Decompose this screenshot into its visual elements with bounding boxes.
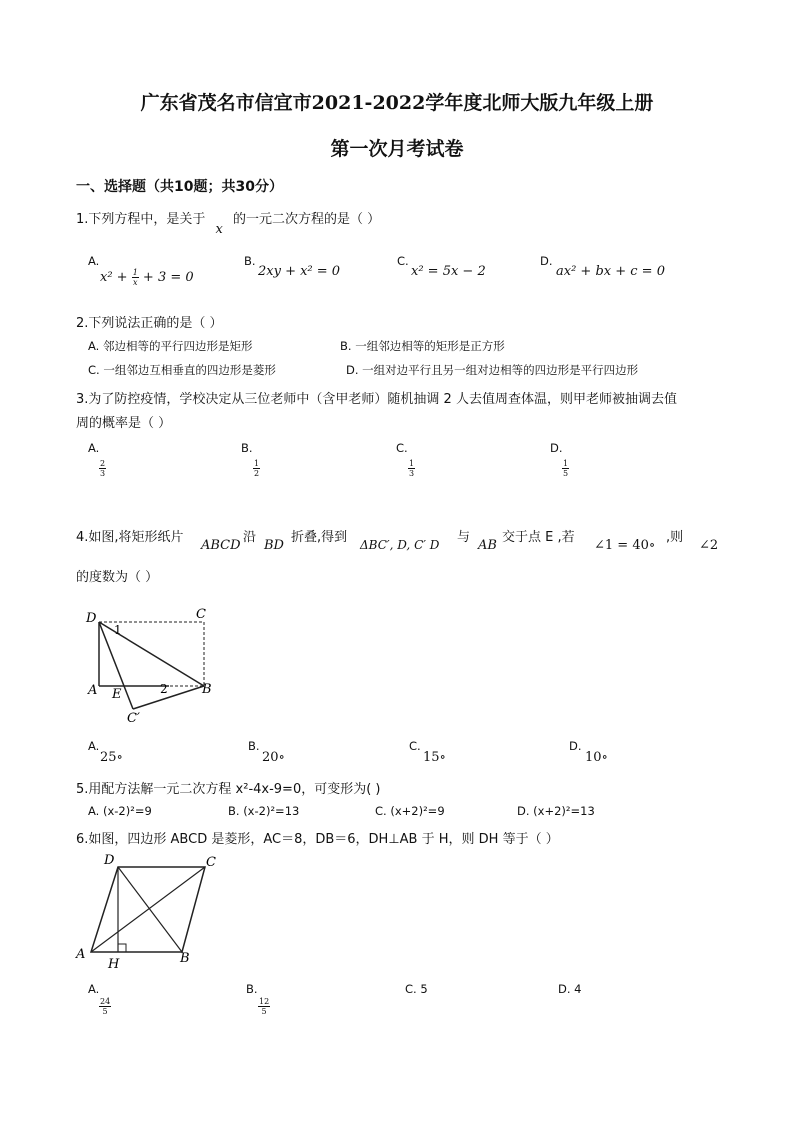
q2-option-d: D. 一组对边平行且另一组对边相等的四边形是平行四边形 — [346, 363, 639, 377]
q4-fig-angle-1: 1 — [114, 623, 122, 637]
q1-option-d-label: D. — [540, 254, 553, 268]
q4-fig-edge-c-prime-b — [133, 686, 204, 709]
q6-fig-label-h: H — [108, 957, 120, 972]
question-6-stem: 6.如图，四边形 ABCD 是菱形，AC＝8，DB＝6，DH⊥AB 于 H，则 DH 等于（ ） — [76, 832, 559, 847]
q6-b-den: 5 — [261, 1007, 267, 1016]
q4-fig-label-a: A — [88, 683, 98, 698]
q2-option-b: B. 一组邻边相等的矩形是正方形 — [340, 339, 505, 353]
q6-fig-diagonal-ac — [91, 867, 205, 952]
q6-b-num: 12 — [259, 997, 270, 1006]
q3-a-den: 3 — [100, 469, 106, 478]
q4-math-bd: BD — [264, 538, 284, 553]
q6-fig-label-a: A — [76, 947, 86, 962]
q3-option-d — [562, 458, 569, 478]
q6-option-a-label: A. — [88, 982, 100, 996]
q1-a-den: x — [132, 278, 138, 287]
q2-option-c: C. 一组邻边互相垂直的四边形是菱形 — [88, 363, 276, 377]
q5-option-a: A. (x-2)²=9 — [88, 804, 152, 818]
q1-option-a-label: A. — [88, 254, 100, 268]
q4-math-abcd: ABCD — [201, 538, 241, 553]
q6-option-b-label: B. — [246, 982, 258, 996]
q3-a-fraction — [99, 459, 106, 478]
q1-a-post: + 3 = 0 — [138, 270, 194, 285]
q4-line2: 的度数为（ ） — [76, 570, 159, 585]
q3-option-b-label: B. — [241, 441, 253, 455]
q6-fig-label-d: D — [104, 853, 115, 868]
q6-b-fraction — [258, 997, 270, 1016]
q4-option-b: 20∘ — [262, 750, 285, 765]
q6-a-fraction — [99, 997, 111, 1016]
q3-d-den: 5 — [563, 469, 569, 478]
q1-option-c-label: C. — [397, 254, 409, 268]
q4-fig-label-c: C — [196, 607, 206, 622]
q1-option-b-label: B. — [244, 254, 256, 268]
q4-part-5: 交于点 E ,若 — [502, 530, 575, 545]
q4-option-c-label: C. — [409, 739, 421, 753]
q1-a-num: 1 — [132, 268, 138, 277]
q4-fig-label-d: D — [86, 611, 97, 626]
q1-stem-part-a: 1.下列方程中，是关于 — [76, 212, 206, 227]
q4-math-angle2: ∠2 — [699, 538, 719, 553]
q3-d-num: 1 — [563, 459, 569, 468]
q3-c-den: 3 — [409, 469, 415, 478]
q4-option-d: 10∘ — [585, 750, 608, 765]
q3-option-a — [99, 458, 106, 478]
q6-fig-right-angle-mark — [118, 944, 126, 952]
q1-stem-part-b: 的一元二次方程的是（ ） — [233, 212, 381, 227]
q3-option-b — [253, 458, 260, 478]
q4-option-b-label: B. — [248, 739, 260, 753]
q4-part-4: 与 — [457, 530, 471, 545]
q3-c-num: 1 — [409, 459, 415, 468]
q4-fig-label-c-prime: C′ — [127, 711, 140, 724]
q1-a-pre: x² + — [100, 270, 132, 285]
q6-a-num: 24 — [100, 997, 111, 1006]
q3-b-fraction — [253, 459, 260, 478]
q4-math-triangle: ΔBC′, D, C′ D — [360, 538, 440, 552]
q1-option-c: x² = 5x − 2 — [411, 264, 486, 279]
q5-option-b: B. (x-2)²=13 — [228, 804, 300, 818]
question-3-line1: 3.为了防控疫情，学校决定从三位老师中（含甲老师）随机抽调 2 人去值周查体温，则甲老师被抽调去值 — [76, 392, 677, 407]
q4-fig-angle-2: 2 — [160, 682, 168, 696]
q3-option-c-label: C. — [396, 441, 408, 455]
q4-math-angle1: ∠1 = 40∘ — [594, 538, 656, 553]
q1-a-fraction — [132, 268, 139, 287]
q6-option-b — [258, 996, 270, 1016]
question-5-stem: 5.用配方法解一元二次方程 x²-4x-9=0，可变形为( ) — [76, 782, 381, 797]
q6-fig-diagonal-db — [118, 867, 182, 952]
q3-b-den: 2 — [254, 469, 260, 478]
question-1-stem — [76, 208, 381, 237]
q4-option-d-label: D. — [569, 739, 582, 753]
q3-a-num: 2 — [100, 459, 106, 468]
q3-d-fraction — [562, 459, 569, 478]
q4-part-6: ,则 — [666, 530, 684, 545]
q4-figure — [80, 602, 220, 724]
q4-part-1: 4.如图,将矩形纸片 — [76, 530, 184, 545]
q3-b-num: 1 — [254, 459, 260, 468]
q3-option-a-label: A. — [88, 441, 100, 455]
q5-option-c: C. (x+2)²=9 — [375, 804, 445, 818]
q5-option-d: D. (x+2)²=13 — [517, 804, 595, 818]
question-3-line2: 周的概率是（ ） — [76, 416, 172, 431]
section-heading: 一、选择题（共10题；共30分） — [76, 179, 283, 195]
q3-c-fraction — [408, 459, 415, 478]
question-2-stem: 2.下列说法正确的是（ ） — [76, 316, 223, 331]
q6-option-c: C. 5 — [405, 982, 428, 996]
q4-math-ab: AB — [478, 538, 497, 553]
q6-fig-label-c: C — [206, 855, 216, 870]
q6-figure — [72, 848, 222, 974]
q6-fig-label-b: B — [180, 951, 190, 966]
q3-option-d-label: D. — [550, 441, 563, 455]
q4-option-a-label: A. — [88, 739, 100, 753]
q4-fig-label-b: B — [202, 682, 212, 697]
q1-option-d: ax² + bx + c = 0 — [556, 264, 665, 279]
q3-option-c — [408, 458, 415, 478]
exam-subtitle: 第一次月考试卷 — [330, 138, 464, 160]
q4-option-a: 25∘ — [100, 750, 123, 765]
q6-a-den: 5 — [102, 1007, 108, 1016]
q4-fig-label-e: E — [112, 687, 122, 702]
q4-part-2: 沿 — [243, 530, 257, 545]
q1-variable: x — [215, 222, 223, 237]
q6-option-d: D. 4 — [558, 982, 582, 996]
exam-title: 广东省茂名市信宜市2021-2022学年度北师大版九年级上册 — [140, 92, 654, 114]
q1-option-a — [100, 268, 194, 287]
q4-option-c: 15∘ — [423, 750, 446, 765]
q6-option-a — [99, 996, 111, 1016]
q1-option-b: 2xy + x² = 0 — [258, 264, 341, 279]
q4-part-3: 折叠,得到 — [291, 530, 348, 545]
q2-option-a: A. 邻边相等的平行四边形是矩形 — [88, 339, 253, 353]
